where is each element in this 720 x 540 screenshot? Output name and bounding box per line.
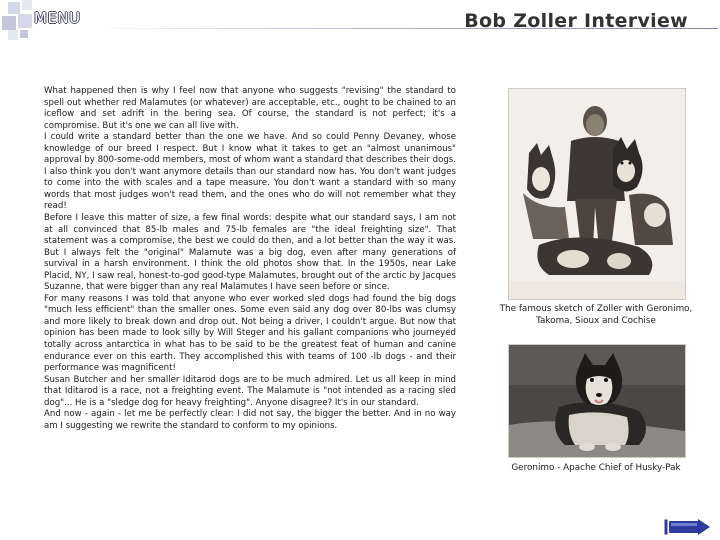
- menu-link[interactable]: MENU: [34, 9, 81, 27]
- sketch-illustration: [509, 89, 685, 299]
- article-body: [44, 86, 456, 432]
- article-paragraph: Susan Butcher and her smaller Iditarod dogs are to be much admired. Let us all keep in mind that Iditarod is a race, not a freighting event. The Malamute is "not intended as a racing sled dog"... He is a "sledge dog for heavy freighting". Anyone disagree? It's in our standard.: [44, 374, 456, 408]
- next-arrow-icon: [664, 519, 710, 535]
- figure-caption: Geronimo - Apache Chief of Husky-Pak: [511, 463, 681, 473]
- article-paragraph: I could write a standard better than the one we have. And so could Penny Devaney, whose knowledge of our breed I respect. But I know what it takes to get an "almost unanimous" approval by 800-some-odd members, most of whom want a standard that describes their dogs. I also think you don't want anymore details than our standard now has. You don't want judges to come into the with scales and a tape measure. You don't want a standard with so many words that most judges won't read them, and the ones who do will not remember what they read!: [44, 132, 456, 212]
- article-paragraph: Before I leave this matter of size, a few final words: despite what our standard says, I am not at all convinced that 85-lb males and 75-lb females are "the ideal freighting size". That statement was a compromise, the best we could do then, and a lot better than the way it was. But I always felt the "original" Malamute was a big dog, even after many generations of survival in a harsh environment. I think the old photos show that. In the 1950s, near Lake Placid, NY, I saw real, honest-to-god good-type Malamutes, brought out of the arctic by Jacques Suzanne, that were bigger than any real Malamutes I have seen before or since.: [44, 213, 456, 293]
- dog-photo: [508, 344, 686, 458]
- next-slide-button[interactable]: [664, 519, 710, 539]
- article-paragraph: What happened then is why I feel now that anyone who suggests "revising" the standard to spell out whether red Malamutes (or whatever) are acceptable, etc., ought to be chained to an iceflow and set adrift in the bering sea. Of course, the standard is not perfect; it's a compromise. But it's one we can all live with.: [44, 86, 456, 131]
- article-paragraph: For many reasons I was told that anyone who ever worked sled dogs had found the big dogs "much less efficient" than the smaller ones. Some even said any dog over 80-lbs was clumsy and more likely to break down and drop out. Not being a driver, I couldn't argue. But now that opinion has been made to look silly by Will Steger and his gallant companions who journeyed totally across antarctica in what has to be said to be the greatest feat of human and canine endurance ever on this earth. They accomplished this with teams of 100 -lb dogs - and their performance was magnificent!: [44, 293, 456, 374]
- article-paragraph: And now - again - let me be perfectly clear: I did not say, the bigger the better. And in no way am I suggesting we rewrite the standard to conform to my opinions.: [44, 409, 456, 431]
- dog-portrait-illustration: [509, 345, 685, 457]
- figure-caption: The famous sketch of Zoller with Geronimo, Takoma, Sioux and Cochise: [499, 304, 693, 326]
- sketch-photo: [508, 88, 686, 300]
- page-title: Bob Zoller Interview: [464, 10, 688, 32]
